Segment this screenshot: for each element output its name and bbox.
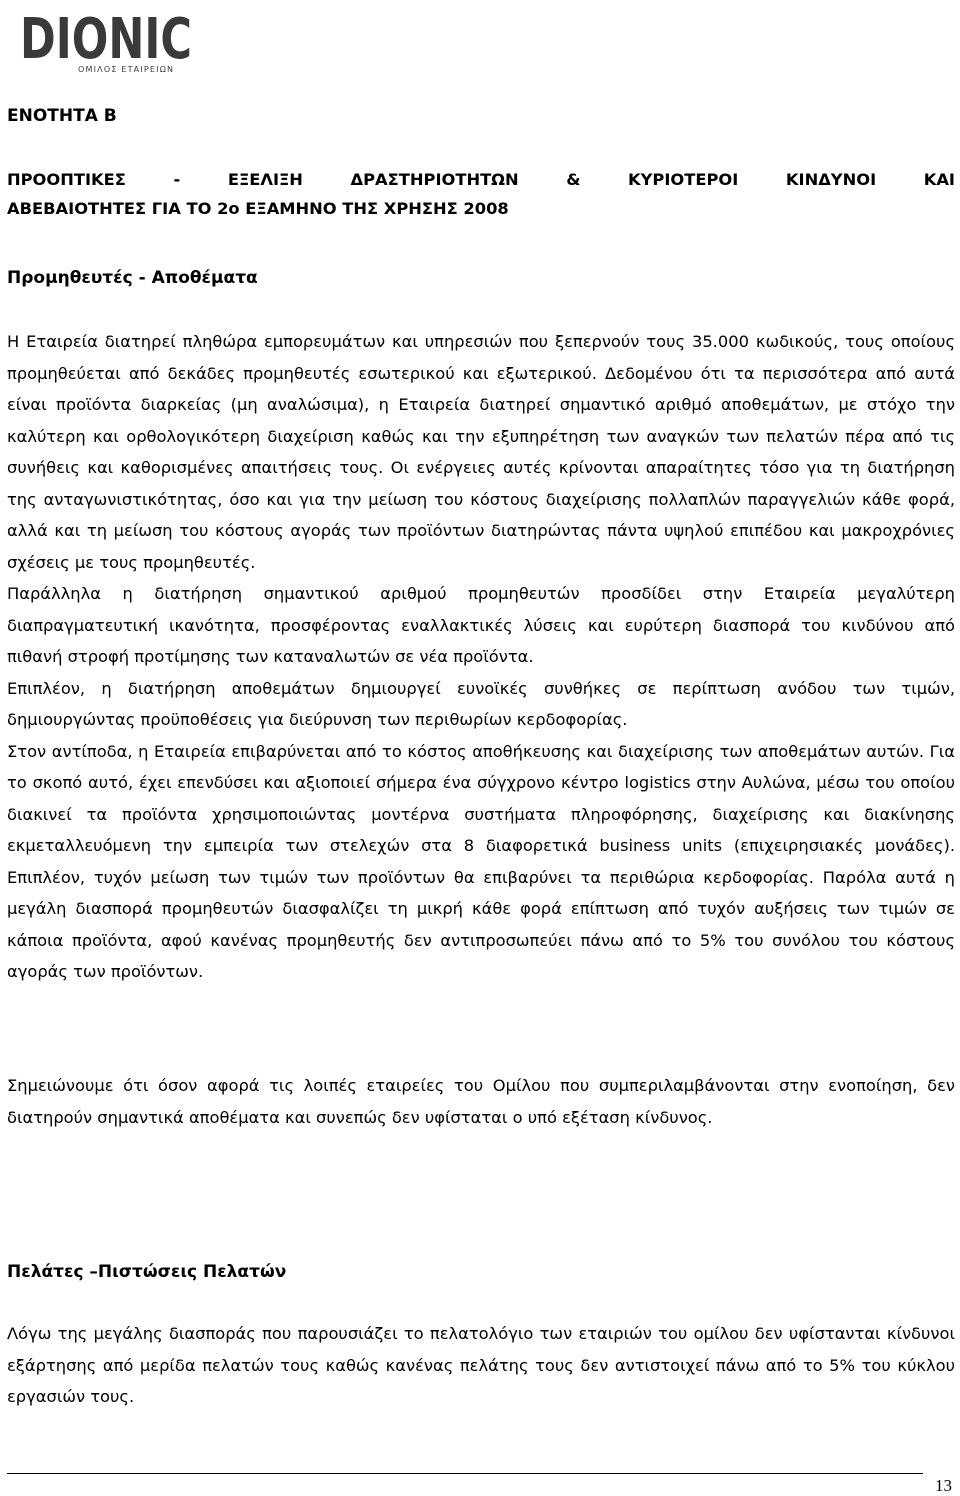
company-logo [20,4,198,76]
suppliers-section [7,326,955,988]
suppliers-paragraph-4: Στον αντίποδα, η Εταιρεία επιβαρύνεται από το κόστος αποθήκευσης και διαχείρισης των αποθεμάτων αυτών. Για το σκοπό αυτό, έχει επενδύσει και αξιοποιεί σήμερα ένα σύγχρονο κέντρο logistics στην Αυλώνα, μέσω του οποίου διακινεί τα προϊόντα χρησιμοποιώντας μοντέρνα συστήματα πληροφόρησης, διαχείρισης και διακίνησης εκμεταλλευόμενη την εμπειρία των στελεχών στα 8 διαφορετικά business units (επιχειρησιακές μονάδες). Επιπλέον, τυχόν μείωση των τιμών των προϊόντων θα επιβαρύνει τα περιθώρια κερδοφορίας. Παρόλα αυτά η μεγάλη διασπορά προμηθευτών διασφαλίζει τη μικρή κάθε φορά επίπτωση από τυχόν αυξήσεις των τιμών σε κάποια προϊόντα, αφού κανένας προμηθευτής δεν αντιπροσωπεύει πάνω από το 5% του συνόλου του κόστους αγοράς των προϊόντων. [7,741,955,981]
svg-text:ΟΜΙΛΟΣ ΕΤΑΙΡΕΙΩΝ: ΟΜΙΛΟΣ ΕΤΑΙΡΕΙΩΝ [78,65,175,74]
group-note-section [7,1070,955,1133]
section-heading: ΕΝΟΤΗΤΑ Β [7,106,117,126]
page-number: 13 [935,1476,952,1495]
title-line-1: ΠΡΟΟΠΤΙΚΕΣ - ΕΞΕΛΙΞΗ ΔΡΑΣΤΗΡΙΟΤΗΤΩΝ & ΚΥΡΙΟΤΕΡΟΙ ΚΙΝΔΥΝΟΙ ΚΑΙ [7,170,955,189]
suppliers-paragraph-1: Η Εταιρεία διατηρεί πληθώρα εμπορευμάτων και υπηρεσιών που ξεπερνούν τους 35.000 κωδικούς, τους οποίους προμηθεύεται από δεκάδες προμηθευτές εσωτερικού και εξωτερικού. Δεδομένου ότι τα περισσότερα από αυτά είναι προϊόντα διαρκείας (μη αναλώσιμα), η Εταιρεία διατηρεί σημαντικό αριθμό αποθεμάτων, με στόχο την καλύτερη και ορθολογικότερη διαχείριση καθώς και την εξυπηρέτηση των αναγκών των πελατών πέρα από τις συνήθεις και καθορισμένες απαιτήσεις τους. Οι ενέργειες αυτές κρίνονται απαραίτητες τόσο για τη διατήρηση της ανταγωνιστικότητας, όσο και για την μείωση του κόστους διαχείρισης πολλαπλών παραγγελιών κάθε φορά, αλλά και τη μείωση του κόστους αγοράς των προϊόντων διατηρώντας πάντα υψηλού επιπέδου και μακροχρόνιες σχέσεις με τους προμηθευτές. [7,332,955,572]
suppliers-paragraph-3: Επιπλέον, η διατήρηση αποθεμάτων δημιουργεί ευνοϊκές συνθήκες σε περίπτωση ανόδου των τιμών, δημιουργώντας προϋποθέσεις για διεύρυνση των περιθωρίων κερδοφορίας. [7,678,955,729]
clients-heading: Πελάτες –Πιστώσεις Πελατών [7,1262,287,1282]
svg-text:DIONIC: DIONIC [20,7,192,72]
group-note-paragraph: Σημειώνουμε ότι όσον αφορά τις λοιπές εταιρείες του Ομίλου που συμπεριλαμβάνονται στην ενοποίηση, δεν διατηρούν σημαντικά αποθέματα και συνεπώς δεν υφίσταται ο υπό εξέταση κίνδυνος. [7,1076,955,1127]
clients-paragraph: Λόγω της μεγάλης διασποράς που παρουσιάζει το πελατολόγιο των εταιριών του ομίλου δεν υφίστανται κίνδυνοι εξάρτησης από μερίδα πελατών τους καθώς κανένας πελάτης τους δεν αντιστοιχεί πάνω από το 5% του κύκλου εργασιών τους. [7,1324,955,1406]
dionic-logo-graphic [20,4,198,76]
document-title [7,164,955,224]
title-line-2: ΑΒΕΒΑΙΟΤΗΤΕΣ ΓΙΑ ΤΟ 2ο ΕΞΑΜΗΝΟ ΤΗΣ ΧΡΗΣΗΣ 2008 [7,198,509,218]
clients-section [7,1318,955,1413]
suppliers-heading: Προμηθευτές - Αποθέματα [7,268,258,288]
footer-divider [7,1473,923,1474]
suppliers-paragraph-2: Παράλληλα η διατήρηση σημαντικού αριθμού προμηθευτών προσδίδει στην Εταιρεία μεγαλύτερη διαπραγματευτική ικανότητα, προσφέροντας εναλλακτικές λύσεις και ευρύτερη διασπορά του κινδύνου από πιθανή στροφή προτίμησης των καταναλωτών σε νέα προϊόντα. [7,584,955,666]
